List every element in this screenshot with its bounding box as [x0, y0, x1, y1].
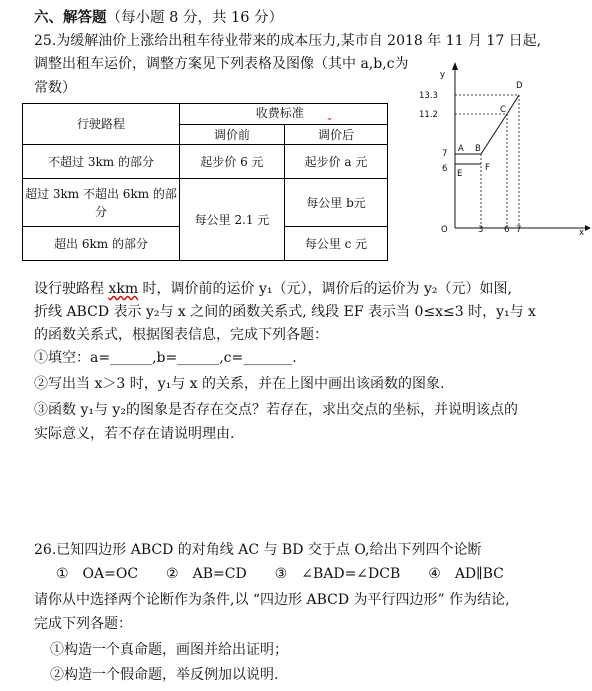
section-title: 六、解答题: [34, 10, 107, 26]
y-axis-label: y: [440, 70, 446, 80]
point-e: E: [457, 169, 463, 179]
guide-lines: [455, 95, 519, 228]
fee-table: [22, 103, 388, 261]
q25-intro-line1: 25.为缓解油价上涨给出租车待业带来的成本压力,某市自 2018 年 11 月 17 日起,: [34, 33, 542, 49]
q25-intro-line2: 调整出租车运价，调整方案见下列表格及图像（其中 a,b,c为: [34, 56, 409, 72]
x-axis-arrow-icon: [585, 225, 591, 231]
q25-body-line2: 折线 ABCD 表示 y₂与 x 之间的函数关系式, 线段 EF 表示当 0≤x≤3 时，y₁与 x: [34, 304, 536, 320]
point-b: B: [475, 144, 481, 154]
header-before: 调价前: [180, 125, 285, 145]
polyline-abcd: [455, 95, 519, 154]
point-f: F: [485, 163, 490, 173]
q25-task3-line1: ③函数 y₁与 y₂的图象是否存在交点？若存在，求出交点的坐标，并说明该点的: [34, 402, 518, 418]
price-graph: [411, 60, 591, 250]
row1-label: 不超过 3km 的部分: [23, 145, 180, 179]
q25-body-line1: 设行驶路程 xkm 时，调价前的运价 y₁（元），调价后的运价为 y₂（元）如图,: [34, 281, 512, 297]
point-c: C: [500, 105, 506, 115]
header-fee: 收费标准 $_⌄$: [180, 104, 388, 125]
x-tick-7: 7: [516, 225, 522, 235]
row2-label: 超过 3km 不超出 6km 的部 分: [23, 179, 180, 227]
y-tick-7: 7: [442, 149, 448, 159]
q25-task2: ②写出当 x＞3 时，y₁与 x 的关系，并在上图中画出该函数的图象.: [34, 376, 445, 392]
x-axis-label: x: [579, 228, 585, 238]
header-after: 调价后: [285, 125, 388, 145]
q26-ask-line2: 完成下列各题：: [34, 616, 132, 632]
section-heading: [34, 6, 283, 27]
point-d: D: [516, 81, 523, 91]
origin-label: O: [441, 225, 448, 235]
section-note: （每小题 8 分，共 16 分）: [106, 10, 284, 26]
q25-task1: ①填空：a=______,b=______,c=_______.: [34, 350, 297, 366]
y-tick-13-3: 13.3: [419, 91, 438, 101]
q25-task3-line2: 实际意义，若不存在请说明理由.: [34, 426, 235, 442]
q26-sub2: ②构造一个假命题，举反例加以说明.: [50, 667, 279, 683]
row23-before: 每公里 2.1 元: [180, 179, 285, 261]
q26-claims: ① OA=OC ② AB=CD ③ ∠BAD=∠DCB ④ AD∥BC: [56, 566, 504, 582]
row3-after: 每公里 c 元: [285, 227, 388, 261]
q25-intro-line3: 常数）: [34, 80, 76, 96]
point-a: A: [458, 144, 464, 154]
header-route: 行驶路程: [23, 104, 180, 145]
row1-after: 起步价 a 元: [285, 145, 388, 179]
y-tick-11-2: 11.2: [419, 110, 438, 120]
q26-intro: 26.已知四边形 ABCD 的对角线 AC 与 BD 交于点 O,给出下列四个论断: [34, 542, 482, 558]
q25-body-line3: 的函数关系式，根据图表信息，完成下列各题：: [34, 327, 328, 343]
row2-after: 每公里 b元: [285, 179, 388, 227]
q26-sub1: ①构造一个真命题，画图并给出证明；: [50, 642, 288, 658]
row3-label: 超出 6km 的部分: [23, 227, 180, 261]
y-axis-arrow-icon: [452, 62, 458, 70]
row1-before: 起步价 6 元: [180, 145, 285, 179]
y-tick-6: 6: [442, 164, 448, 174]
x-tick-6: 6: [504, 225, 510, 235]
q26-ask-line1: 请你从中选择两个论断作为条件,以 “四边形 ABCD 为平行四边形” 作为结论,: [34, 592, 510, 608]
x-tick-3: 3: [478, 225, 484, 235]
